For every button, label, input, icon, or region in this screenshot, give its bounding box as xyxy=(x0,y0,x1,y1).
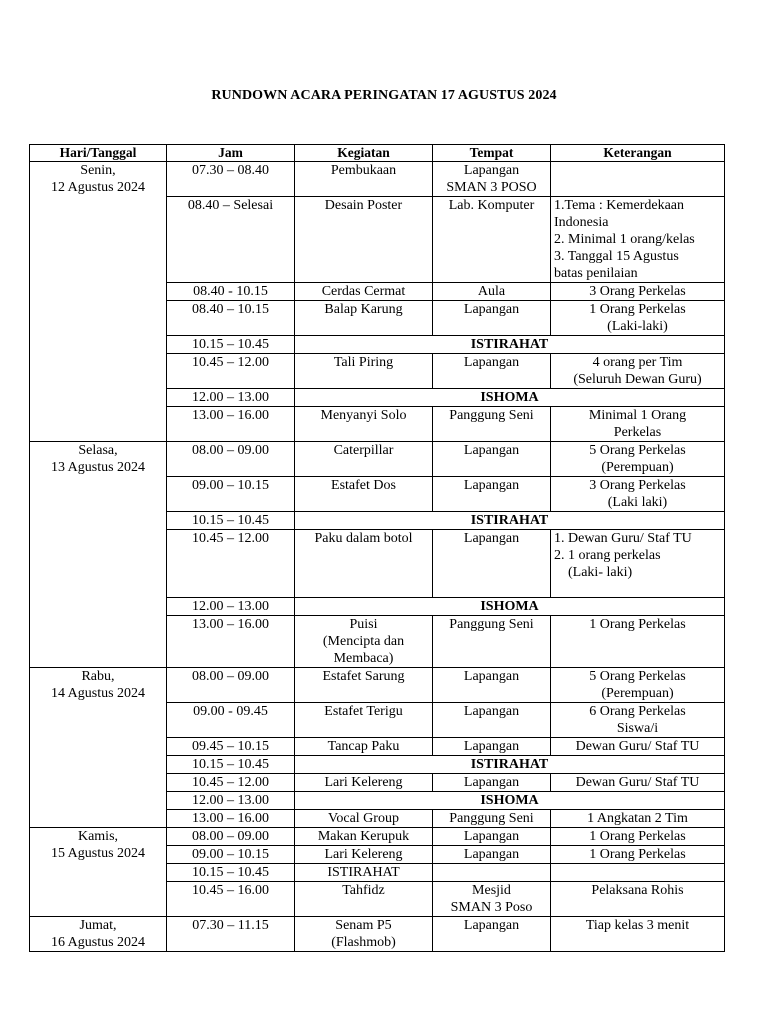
keterangan-line: Pelaksana Rohis xyxy=(591,883,684,898)
keterangan-line: 1 Angkatan 2 Tim xyxy=(587,811,688,826)
keterangan-cell xyxy=(551,810,725,828)
keterangan-cell xyxy=(551,407,725,442)
kegiatan-cell xyxy=(295,283,433,301)
kegiatan-cell xyxy=(295,477,433,512)
tempat-cell xyxy=(433,668,551,703)
jam-cell: 08.00 – 09.00 xyxy=(167,668,295,703)
header-jam: Jam xyxy=(167,145,295,162)
keterangan-cell xyxy=(551,774,725,792)
day-date: 15 Agustus 2024 xyxy=(50,846,146,861)
keterangan-cell xyxy=(551,301,725,336)
table-row xyxy=(30,162,725,197)
kegiatan-line: (Mencipta dan xyxy=(322,634,405,649)
tempat-line: SMAN 3 Poso xyxy=(450,900,533,915)
tempat-cell xyxy=(433,283,551,301)
keterangan-line: (Laki- laki) xyxy=(568,565,633,580)
kegiatan-cell xyxy=(295,162,433,197)
keterangan-line: (Laki-laki) xyxy=(607,319,668,334)
keterangan-line: batas penilaian xyxy=(554,266,638,281)
keterangan-cell xyxy=(551,162,725,197)
kegiatan-line: Paku dalam botol xyxy=(314,531,413,546)
rundown-body xyxy=(30,162,725,952)
table-row xyxy=(30,917,725,952)
jam-cell: 12.00 – 13.00 xyxy=(167,598,295,616)
kegiatan-cell xyxy=(295,301,433,336)
jam-cell: 10.45 – 16.00 xyxy=(167,882,295,917)
tempat-cell xyxy=(433,917,551,952)
keterangan-cell xyxy=(551,283,725,301)
document-title: RUNDOWN ACARA PERINGATAN 17 AGUSTUS 2024 xyxy=(211,88,557,103)
keterangan-line: 6 Orang Perkelas xyxy=(589,704,686,719)
keterangan-cell xyxy=(551,882,725,917)
keterangan-line: (Perempuan) xyxy=(601,460,674,475)
header-hari-tanggal: Hari/Tanggal xyxy=(30,145,167,162)
jam-cell: 10.15 – 10.45 xyxy=(167,756,295,774)
keterangan-line: Tiap kelas 3 menit xyxy=(585,918,690,933)
keterangan-line: (Seluruh Dewan Guru) xyxy=(573,372,702,387)
kegiatan-line: Caterpillar xyxy=(333,443,394,458)
keterangan-cell xyxy=(551,197,725,283)
tempat-line: Lapangan xyxy=(463,847,520,862)
tempat-cell xyxy=(433,197,551,283)
table-row xyxy=(30,668,725,703)
keterangan-cell xyxy=(551,864,725,882)
jam-cell: 07.30 – 08.40 xyxy=(167,162,295,197)
kegiatan-line: Desain Poster xyxy=(324,198,403,213)
tempat-line: Lab. Komputer xyxy=(448,198,535,213)
kegiatan-line: Estafet Dos xyxy=(331,478,396,493)
jam-cell: 10.45 – 12.00 xyxy=(167,354,295,389)
jam-cell: 10.15 – 10.45 xyxy=(167,864,295,882)
keterangan-line: 4 orang per Tim xyxy=(592,355,683,370)
tempat-line: Mesjid xyxy=(472,883,511,898)
tempat-line: Lapangan xyxy=(463,443,520,458)
jam-cell: 09.45 – 10.15 xyxy=(167,738,295,756)
kegiatan-line: Senam P5 xyxy=(335,918,392,933)
kegiatan-line: Pembukaan xyxy=(330,163,397,178)
day-date: 16 Agustus 2024 xyxy=(50,935,146,950)
keterangan-line: Minimal 1 Orang xyxy=(588,408,687,423)
kegiatan-cell xyxy=(295,197,433,283)
tempat-line: Lapangan xyxy=(463,531,520,546)
kegiatan-line: Tancap Paku xyxy=(327,739,400,754)
kegiatan-cell xyxy=(295,774,433,792)
keterangan-line: Siswa/i xyxy=(616,721,659,736)
keterangan-line: 1.Tema : Kemerdekaan xyxy=(554,198,685,213)
tempat-cell xyxy=(433,477,551,512)
keterangan-line: 2. Minimal 1 orang/kelas xyxy=(554,232,695,247)
tempat-line: Lapangan xyxy=(463,669,520,684)
jam-cell: 13.00 – 16.00 xyxy=(167,407,295,442)
tempat-cell xyxy=(433,864,551,882)
day-name: Rabu, xyxy=(81,669,115,684)
jam-cell: 10.45 – 12.00 xyxy=(167,774,295,792)
keterangan-line: 5 Orang Perkelas xyxy=(589,669,686,684)
keterangan-cell xyxy=(551,828,725,846)
keterangan-line: (Perempuan) xyxy=(601,686,674,701)
keterangan-line: 5 Orang Perkelas xyxy=(589,443,686,458)
kegiatan-cell xyxy=(295,616,433,668)
header-tempat: Tempat xyxy=(433,145,551,162)
day-date: 12 Agustus 2024 xyxy=(50,180,146,195)
kegiatan-cell xyxy=(295,864,433,882)
jam-cell: 08.00 – 09.00 xyxy=(167,828,295,846)
tempat-cell xyxy=(433,407,551,442)
kegiatan-line: Estafet Sarung xyxy=(322,669,405,684)
keterangan-cell xyxy=(551,703,725,738)
kegiatan-line: Balap Karung xyxy=(324,302,403,317)
keterangan-line: Perkelas xyxy=(613,425,662,440)
tempat-cell xyxy=(433,882,551,917)
keterangan-line: Dewan Guru/ Staf TU xyxy=(575,775,700,790)
kegiatan-line: ISTIRAHAT xyxy=(327,865,400,880)
keterangan-cell xyxy=(551,668,725,703)
keterangan-line: (Laki laki) xyxy=(607,495,668,510)
tempat-line: Panggung Seni xyxy=(449,811,534,826)
keterangan-line: 1. Dewan Guru/ Staf TU xyxy=(554,531,692,546)
kegiatan-line: Lari Kelereng xyxy=(324,775,403,790)
tempat-line: Lapangan xyxy=(463,829,520,844)
jam-cell: 13.00 – 16.00 xyxy=(167,810,295,828)
day-name: Kamis, xyxy=(77,829,119,844)
jam-cell: 09.00 – 10.15 xyxy=(167,477,295,512)
table-row xyxy=(30,442,725,477)
day-date: 13 Agustus 2024 xyxy=(50,460,146,475)
keterangan-line: 1 Orang Perkelas xyxy=(589,302,686,317)
kegiatan-line: (Flashmob) xyxy=(331,935,396,950)
tempat-cell xyxy=(433,828,551,846)
kegiatan-cell xyxy=(295,530,433,598)
tempat-cell xyxy=(433,530,551,598)
day-date: 14 Agustus 2024 xyxy=(50,686,146,701)
kegiatan-line: Membaca) xyxy=(333,651,394,666)
table-header-row xyxy=(30,145,725,162)
tempat-line: Lapangan xyxy=(463,302,520,317)
jam-cell: 08.00 – 09.00 xyxy=(167,442,295,477)
break-cell: ISHOMA xyxy=(295,792,725,810)
tempat-line: Lapangan xyxy=(463,163,520,178)
keterangan-cell xyxy=(551,477,725,512)
keterangan-line: 3 Orang Perkelas xyxy=(589,284,686,299)
tempat-cell xyxy=(433,810,551,828)
kegiatan-line: Makan Kerupuk xyxy=(317,829,410,844)
jam-cell: 09.00 - 09.45 xyxy=(167,703,295,738)
tempat-line: Lapangan xyxy=(463,478,520,493)
table-row xyxy=(30,828,725,846)
keterangan-line: 1 Orang Perkelas xyxy=(589,829,686,844)
day-date-cell xyxy=(30,668,167,828)
tempat-cell xyxy=(433,738,551,756)
kegiatan-cell xyxy=(295,828,433,846)
break-cell: ISTIRAHAT xyxy=(295,756,725,774)
kegiatan-line: Vocal Group xyxy=(328,811,399,826)
kegiatan-line: Lari Kelereng xyxy=(324,847,403,862)
tempat-line: SMAN 3 POSO xyxy=(446,180,537,195)
kegiatan-cell xyxy=(295,442,433,477)
day-name: Selasa, xyxy=(78,443,118,458)
break-cell: ISHOMA xyxy=(295,598,725,616)
tempat-cell xyxy=(433,703,551,738)
header-keterangan: Keterangan xyxy=(551,145,725,162)
kegiatan-cell xyxy=(295,407,433,442)
keterangan-cell xyxy=(551,442,725,477)
kegiatan-line: Tahfidz xyxy=(342,883,385,898)
rundown-table xyxy=(29,144,725,952)
tempat-line: Aula xyxy=(477,284,506,299)
jam-cell: 08.40 – 10.15 xyxy=(167,301,295,336)
kegiatan-cell xyxy=(295,738,433,756)
keterangan-line: 3. Tanggal 15 Agustus xyxy=(554,249,679,264)
jam-cell: 08.40 - 10.15 xyxy=(167,283,295,301)
kegiatan-cell xyxy=(295,846,433,864)
break-cell: ISTIRAHAT xyxy=(295,336,725,354)
day-date-cell xyxy=(30,162,167,442)
tempat-cell xyxy=(433,162,551,197)
header-kegiatan: Kegiatan xyxy=(295,145,433,162)
kegiatan-cell xyxy=(295,917,433,952)
day-name: Jumat, xyxy=(79,918,117,933)
kegiatan-cell xyxy=(295,882,433,917)
keterangan-line: 1 Orang Perkelas xyxy=(589,617,686,632)
jam-cell: 09.00 – 10.15 xyxy=(167,846,295,864)
keterangan-cell xyxy=(551,917,725,952)
jam-cell: 07.30 – 11.15 xyxy=(167,917,295,952)
tempat-line: Lapangan xyxy=(463,355,520,370)
jam-cell: 12.00 – 13.00 xyxy=(167,389,295,407)
kegiatan-cell xyxy=(295,810,433,828)
day-name: Senin, xyxy=(80,163,116,178)
tempat-cell xyxy=(433,354,551,389)
kegiatan-line: Cerdas Cermat xyxy=(321,284,406,299)
tempat-line: Lapangan xyxy=(463,739,520,754)
tempat-line: Panggung Seni xyxy=(449,408,534,423)
jam-cell: 12.00 – 13.00 xyxy=(167,792,295,810)
keterangan-line: Indonesia xyxy=(554,215,609,230)
tempat-line: Lapangan xyxy=(463,775,520,790)
day-date-cell xyxy=(30,828,167,917)
keterangan-line: 1 Orang Perkelas xyxy=(589,847,686,862)
kegiatan-cell xyxy=(295,703,433,738)
kegiatan-cell xyxy=(295,354,433,389)
break-cell: ISHOMA xyxy=(295,389,725,407)
tempat-cell xyxy=(433,846,551,864)
tempat-cell xyxy=(433,616,551,668)
kegiatan-line: Estafet Terigu xyxy=(324,704,403,719)
day-date-cell xyxy=(30,442,167,668)
keterangan-cell xyxy=(551,354,725,389)
jam-cell: 08.40 – Selesai xyxy=(167,197,295,283)
tempat-line: Lapangan xyxy=(463,918,520,933)
tempat-cell xyxy=(433,774,551,792)
keterangan-line: 3 Orang Perkelas xyxy=(589,478,686,493)
kegiatan-cell xyxy=(295,668,433,703)
keterangan-line: Dewan Guru/ Staf TU xyxy=(575,739,700,754)
tempat-line: Panggung Seni xyxy=(449,617,534,632)
tempat-cell xyxy=(433,301,551,336)
kegiatan-line: Menyanyi Solo xyxy=(320,408,407,423)
tempat-line: Lapangan xyxy=(463,704,520,719)
break-cell: ISTIRAHAT xyxy=(295,512,725,530)
keterangan-cell xyxy=(551,530,725,598)
day-date-cell xyxy=(30,917,167,952)
kegiatan-line: Puisi xyxy=(349,617,378,632)
keterangan-cell xyxy=(551,616,725,668)
jam-cell: 13.00 – 16.00 xyxy=(167,616,295,668)
tempat-cell xyxy=(433,442,551,477)
kegiatan-line: Tali Piring xyxy=(333,355,394,370)
keterangan-line: 2. 1 orang perkelas xyxy=(554,548,661,563)
keterangan-cell xyxy=(551,846,725,864)
jam-cell: 10.15 – 10.45 xyxy=(167,512,295,530)
keterangan-cell xyxy=(551,738,725,756)
jam-cell: 10.15 – 10.45 xyxy=(167,336,295,354)
jam-cell: 10.45 – 12.00 xyxy=(167,530,295,598)
